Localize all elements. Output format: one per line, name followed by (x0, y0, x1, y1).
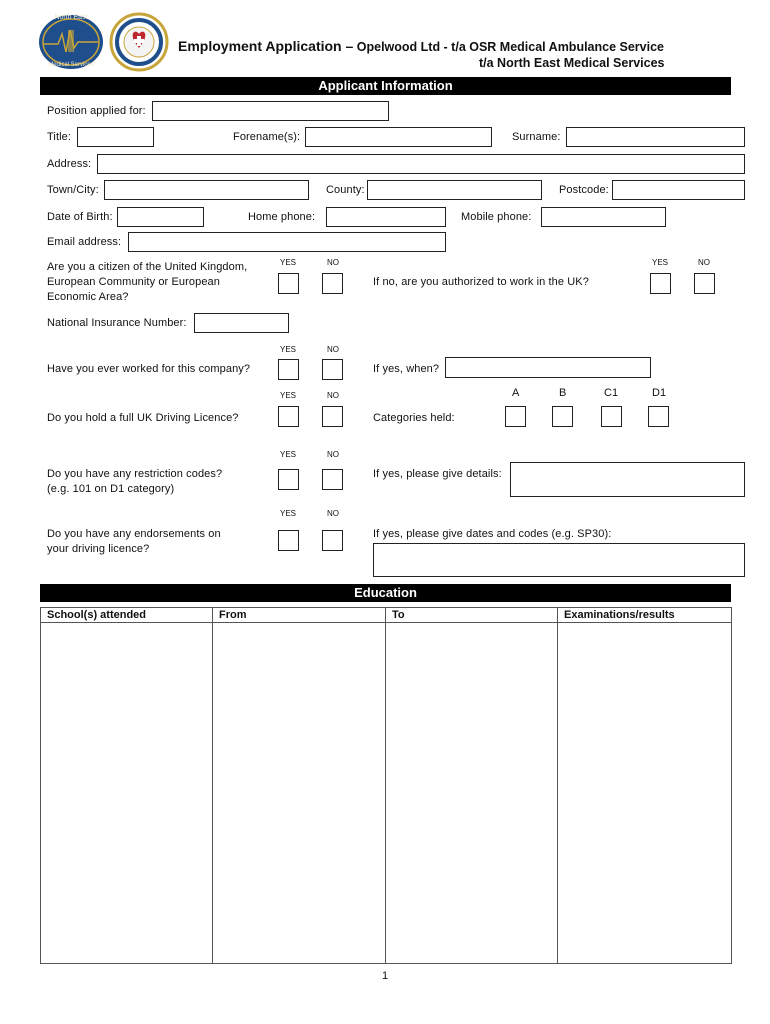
citizen-question-line2: European Community or European (47, 276, 220, 288)
col-to: To (386, 608, 558, 623)
restriction-no-checkbox[interactable] (322, 469, 343, 490)
logo-text-top: North East (54, 14, 88, 21)
ni-number-input[interactable] (194, 313, 289, 333)
col-examinations-results: Examinations/results (558, 608, 732, 623)
category-d1-checkbox[interactable] (648, 406, 669, 427)
restriction-no-label: NO (327, 450, 339, 459)
logo-text-bottom: Medical Services (48, 62, 94, 68)
home-phone-input[interactable] (326, 207, 446, 227)
education-body-row (41, 623, 732, 964)
category-b-label: B (559, 387, 567, 399)
endorse-no-label: NO (327, 509, 339, 518)
authorized-question: If no, are you authorized to work in the UK? (373, 276, 589, 288)
email-input[interactable] (128, 232, 446, 252)
authorized-no-checkbox[interactable] (694, 273, 715, 294)
restriction-question-line1: Do you have any restriction codes? (47, 468, 223, 480)
restriction-details-input[interactable] (510, 462, 745, 497)
licence-no-checkbox[interactable] (322, 406, 343, 427)
from-cell[interactable] (213, 623, 386, 964)
restriction-yes-checkbox[interactable] (278, 469, 299, 490)
category-c1-label: C1 (604, 387, 619, 399)
address-label: Address: (47, 158, 92, 170)
worked-when-input[interactable] (445, 357, 651, 378)
form-title-main: Employment Application – (178, 38, 354, 54)
position-input[interactable] (152, 101, 389, 121)
county-label: County: (326, 184, 365, 196)
licence-yes-checkbox[interactable] (278, 406, 299, 427)
county-input[interactable] (367, 180, 542, 200)
form-title (178, 38, 664, 54)
endorse-details-label: If yes, please give dates and codes (e.g. SP30): (373, 528, 612, 540)
schools-attended-cell[interactable] (41, 623, 213, 964)
worked-no-label: NO (327, 345, 339, 354)
to-cell[interactable] (386, 623, 558, 964)
restriction-details-label: If yes, please give details: (373, 468, 502, 480)
examinations-results-cell[interactable] (558, 623, 732, 964)
endorse-yes-checkbox[interactable] (278, 530, 299, 551)
dob-input[interactable] (117, 207, 204, 227)
restriction-yes-label: YES (280, 450, 297, 459)
ni-number-label: National Insurance Number: (47, 317, 187, 329)
dob-label: Date of Birth: (47, 211, 113, 223)
education-table (40, 607, 732, 964)
worked-before-question: Have you ever worked for this company? (47, 363, 251, 375)
position-label: Position applied for: (47, 105, 146, 117)
home-phone-label: Home phone: (248, 211, 316, 223)
licence-yes-label: YES (280, 391, 297, 400)
authorized-no-label: NO (698, 258, 710, 267)
address-input[interactable] (97, 154, 745, 174)
mobile-phone-input[interactable] (541, 207, 666, 227)
citizen-question-line3: Economic Area? (47, 291, 129, 303)
email-label: Email address: (47, 236, 122, 248)
endorse-details-input[interactable] (373, 543, 745, 577)
title-input[interactable] (77, 127, 154, 147)
authorized-yes-label: YES (652, 258, 669, 267)
north-east-medical-logo (38, 12, 104, 72)
category-b-checkbox[interactable] (552, 406, 573, 427)
citizen-yes-checkbox[interactable] (278, 273, 299, 294)
surname-label: Surname: (512, 131, 561, 143)
section-header-education: Education (40, 584, 731, 602)
title-label: Title: (47, 131, 72, 143)
endorse-yes-label: YES (280, 509, 297, 518)
form-title-trading-as: t/a North East Medical Services (479, 56, 665, 70)
category-d1-label: D1 (652, 387, 667, 399)
education-header-row (41, 608, 732, 623)
licence-no-label: NO (327, 391, 339, 400)
col-schools-attended: School(s) attended (41, 608, 213, 623)
citizen-yes-label: YES (280, 258, 297, 267)
licence-question: Do you hold a full UK Driving Licence? (47, 412, 239, 424)
osr-crest-icon (108, 12, 170, 72)
page-number: 1 (381, 970, 389, 982)
endorse-question-line2: your driving licence? (47, 543, 150, 555)
endorse-no-checkbox[interactable] (322, 530, 343, 551)
citizen-no-checkbox[interactable] (322, 273, 343, 294)
citizen-no-label: NO (327, 258, 339, 267)
worked-yes-checkbox[interactable] (278, 359, 299, 380)
town-input[interactable] (104, 180, 309, 200)
categories-label: Categories held: (373, 412, 455, 424)
col-from: From (213, 608, 386, 623)
forename-input[interactable] (305, 127, 492, 147)
postcode-label: Postcode: (559, 184, 609, 196)
endorse-question-line1: Do you have any endorsements on (47, 528, 221, 540)
worked-no-checkbox[interactable] (322, 359, 343, 380)
authorized-yes-checkbox[interactable] (650, 273, 671, 294)
postcode-input[interactable] (612, 180, 745, 200)
category-a-checkbox[interactable] (505, 406, 526, 427)
mobile-phone-label: Mobile phone: (461, 211, 532, 223)
forename-label: Forename(s): (233, 131, 301, 143)
town-label: Town/City: (47, 184, 99, 196)
section-header-applicant: Applicant Information (40, 77, 731, 95)
citizen-question-line1: Are you a citizen of the United Kingdom, (47, 261, 248, 273)
worked-when-label: If yes, when? (373, 363, 440, 375)
category-a-label: A (512, 387, 520, 399)
osr-medical-logo (108, 12, 170, 72)
surname-input[interactable] (566, 127, 745, 147)
category-c1-checkbox[interactable] (601, 406, 622, 427)
form-title-company: Opelwood Ltd - t/a OSR Medical Ambulance Service (353, 40, 664, 54)
worked-yes-label: YES (280, 345, 297, 354)
restriction-question-line2: (e.g. 101 on D1 category) (47, 483, 175, 495)
